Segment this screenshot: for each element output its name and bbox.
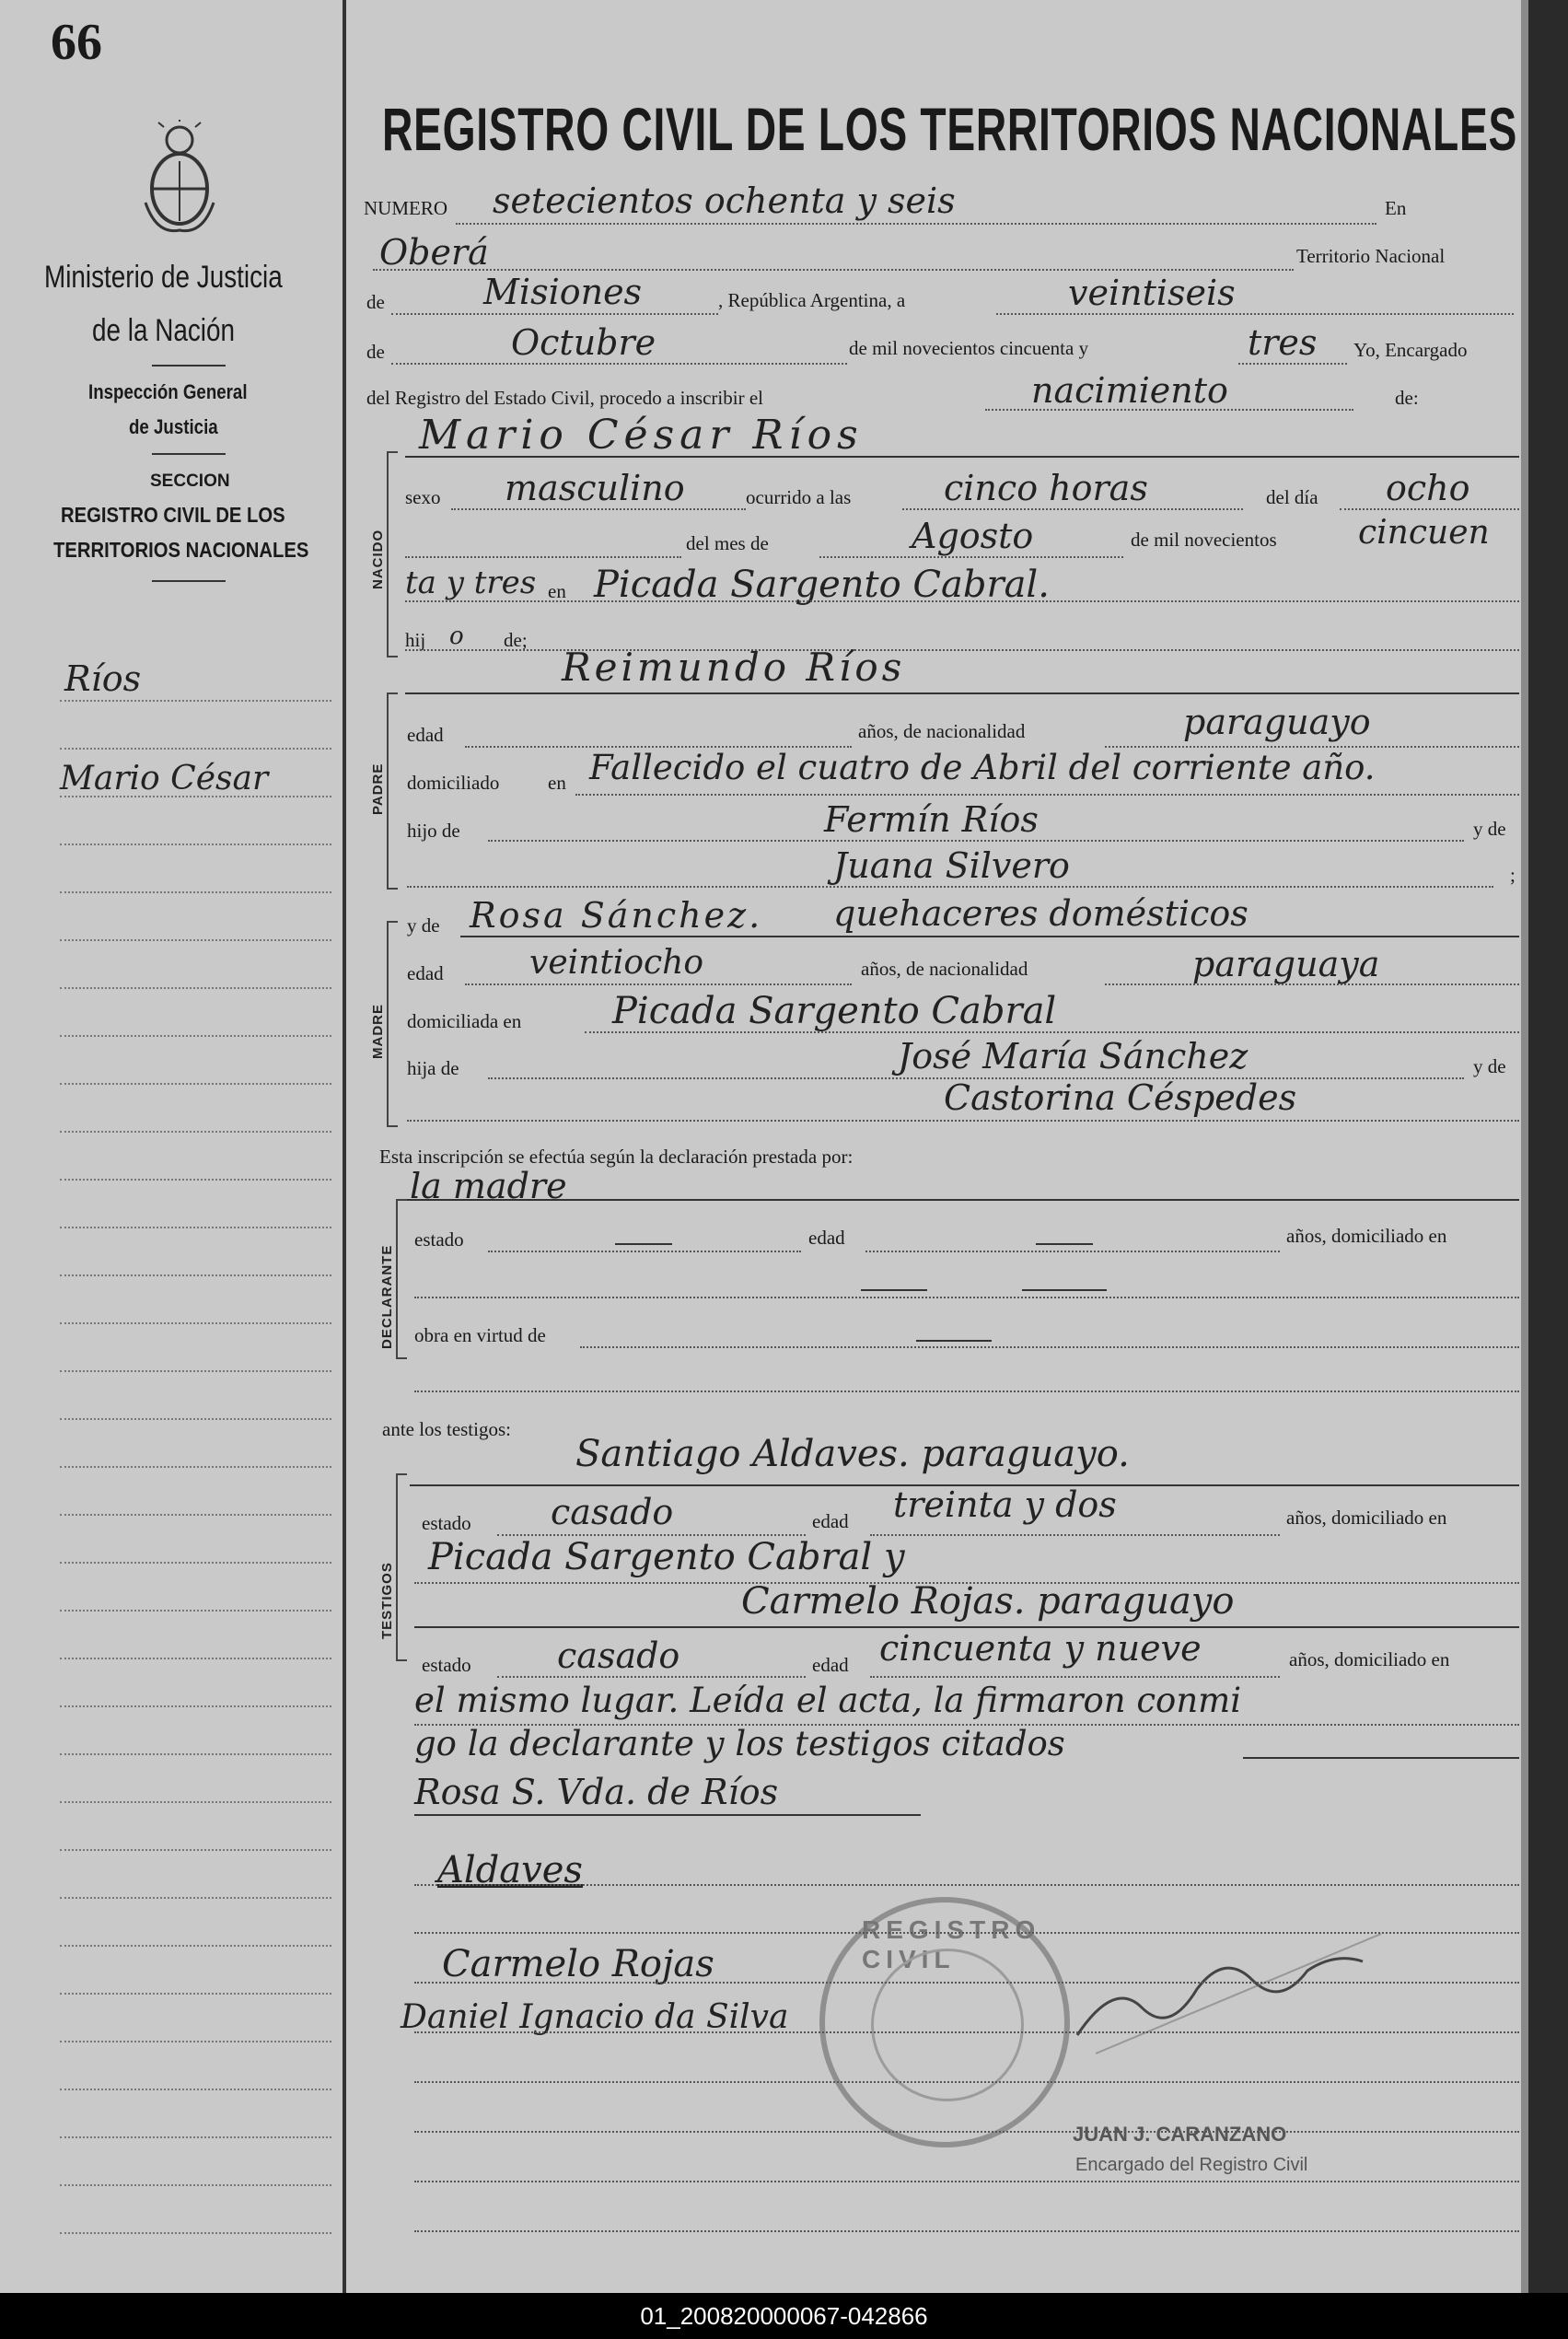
- father-name: Reimundo Ríos: [562, 645, 906, 690]
- father-anos-label: años, de nacionalidad: [858, 720, 1026, 742]
- signature-witness2: Carmelo Rojas: [442, 1943, 714, 1985]
- witness2-anos-label: años, domiciliado en: [1289, 1648, 1450, 1670]
- closing-line-2: go la declarante y los testigos citados: [414, 1724, 1065, 1763]
- section-line-1: SECCION: [150, 471, 230, 491]
- witness2-estado-label: estado: [422, 1654, 471, 1676]
- sidebar-rule: [60, 939, 331, 941]
- stamp-text: REGISTRO CIVIL: [862, 1915, 1041, 1973]
- sidebar-rule: [60, 1753, 331, 1755]
- declarante-label: DECLARANTE: [379, 1244, 395, 1349]
- mil-label: de mil novecientos cincuenta y: [849, 337, 1089, 359]
- sidebar-divider: [152, 365, 226, 367]
- ocurrido-label: ocurrido a las: [746, 486, 852, 508]
- witness2-estado: casado: [557, 1635, 680, 1676]
- hij-label: hij: [405, 629, 426, 651]
- declarant-anos-label: años, domiciliado en: [1286, 1225, 1447, 1247]
- sexo-label: sexo: [405, 486, 441, 508]
- en2-label: en: [548, 580, 566, 602]
- declarant-estado-label: estado: [414, 1228, 464, 1251]
- sidebar-rule: [60, 1897, 331, 1899]
- padre-label: PADRE: [370, 762, 386, 815]
- mother-edad-label: edad: [407, 962, 444, 984]
- numero-label: NUMERO: [364, 197, 448, 219]
- place-value: Oberá: [379, 232, 489, 273]
- sidebar-rule: [60, 1658, 331, 1659]
- mother-name: Rosa Sánchez.: [470, 895, 763, 936]
- mother-age: veintiocho: [529, 944, 704, 982]
- sidebar-rule: [60, 1035, 331, 1037]
- sidebar-rule: [60, 1562, 331, 1564]
- sidebar-given-names: Mario César: [60, 760, 269, 797]
- sidebar-rule: [60, 1993, 331, 1995]
- sidebar-rule: [60, 987, 331, 989]
- en-label: En: [1385, 197, 1407, 219]
- mother-parent1: José María Sánchez: [898, 1036, 1249, 1076]
- day-value: veintiseis: [1068, 273, 1236, 313]
- act-type-value: nacimiento: [1031, 370, 1228, 411]
- father-nationality: paraguayo: [1183, 702, 1371, 742]
- officer-name: JUAN J. CARANZANO: [1073, 2123, 1287, 2146]
- sidebar-rule: [60, 1466, 331, 1468]
- mother-nationality: paraguaya: [1192, 944, 1380, 984]
- sidebar-rule: [60, 796, 331, 797]
- sidebar-surname: Ríos: [64, 658, 142, 699]
- witness2-name: Carmelo Rojas. paraguayo: [741, 1580, 1235, 1623]
- birth-place-value: Picada Sargento Cabral.: [594, 564, 1050, 606]
- registry-stamp: [819, 1897, 1070, 2147]
- sidebar-rule: [60, 1274, 331, 1276]
- de-colon-label: de:: [1395, 387, 1419, 409]
- republica-label: , República Argentina, a: [718, 289, 906, 311]
- father-parent1: Fermín Ríos: [824, 799, 1039, 840]
- del-dia-label: del día: [1266, 486, 1318, 508]
- signature-witness1: Aldaves: [437, 1849, 583, 1891]
- territorio-label: Territorio Nacional: [1296, 245, 1446, 267]
- testigos-label: TESTIGOS: [379, 1562, 395, 1639]
- witness1-estado: casado: [551, 1492, 674, 1532]
- del-mes-label: del mes de: [686, 532, 769, 554]
- sidebar-rule: [60, 1514, 331, 1516]
- de2-label: de;: [504, 629, 528, 651]
- sidebar-rule: [60, 1945, 331, 1947]
- sidebar-rule: [60, 2232, 331, 2234]
- mother-parent2: Castorina Céspedes: [944, 1077, 1297, 1118]
- witness1-edad-label: edad: [812, 1510, 849, 1532]
- father-en-label: en: [548, 772, 566, 794]
- sidebar-rule: [60, 1322, 331, 1324]
- declarant-intro: Esta inscripción se efectúa según la declaración prestada por:: [379, 1146, 854, 1168]
- ministry-line-1: Ministerio de Justicia: [44, 260, 283, 295]
- hij-suffix: o: [449, 623, 464, 650]
- mil2-label: de mil novecientos: [1131, 529, 1277, 551]
- witness1-anos-label: años, domiciliado en: [1286, 1507, 1447, 1529]
- father-parent2: Juana Silvero: [833, 845, 1070, 886]
- image-caption: 01_200820000067-042866: [0, 2293, 1568, 2339]
- registro-label: del Registro del Estado Civil, procedo a inscribir el: [366, 387, 763, 409]
- territory-value: Misiones: [483, 272, 643, 312]
- inspection-line-1: Inspección General: [88, 380, 248, 403]
- ministry-line-2: de la Nación: [92, 313, 235, 348]
- signature-declarant: Rosa S. Vda. de Ríos: [414, 1772, 779, 1812]
- father-domicilio-label: domiciliado: [407, 772, 500, 794]
- sidebar-rule: [60, 2041, 331, 2042]
- de-label-2: de: [366, 341, 385, 363]
- sidebar-rule: [60, 1801, 331, 1803]
- mother-y-de-label: y de: [407, 914, 440, 937]
- witness1-name: Santiago Aldaves. paraguayo.: [575, 1433, 1130, 1475]
- mother-y-de-label: y de: [1473, 1055, 1506, 1077]
- sidebar-rule: [60, 1083, 331, 1085]
- father-domicile: Fallecido el cuatro de Abril del corriente año.: [589, 748, 1376, 787]
- section-line-2: REGISTRO CIVIL DE LOS: [61, 503, 285, 527]
- birth-month-value: Agosto: [912, 516, 1034, 556]
- sidebar-rule: [60, 1705, 331, 1707]
- column-divider: [343, 0, 346, 2293]
- declarant-obra-label: obra en virtud de: [414, 1324, 546, 1346]
- mother-domicile: Picada Sargento Cabral: [612, 990, 1057, 1032]
- yo-label: Yo, Encargado: [1353, 339, 1468, 361]
- mother-hija-label: hija de: [407, 1057, 459, 1079]
- sidebar-rule: [60, 1370, 331, 1372]
- birth-year-b: ta y tres: [405, 564, 537, 601]
- declarant-who: la madre: [410, 1166, 567, 1206]
- sidebar-rule: [60, 1849, 331, 1851]
- officer-title: Encargado del Registro Civil: [1075, 2155, 1308, 2175]
- sidebar-rule: [60, 748, 331, 750]
- sidebar-rule: [60, 700, 331, 702]
- section-line-3: TERRITORIOS NACIONALES: [53, 538, 309, 562]
- sidebar-rule: [60, 1227, 331, 1228]
- mother-occupation: quehaceres domésticos: [833, 893, 1249, 934]
- witnesses-intro: ante los testigos:: [382, 1418, 511, 1440]
- sidebar-rule: [60, 1418, 331, 1420]
- sex-value: masculino: [505, 468, 685, 508]
- madre-label: MADRE: [370, 1004, 386, 1059]
- coat-of-arms-icon: [138, 120, 221, 239]
- witness2-age: cincuenta y nueve: [879, 1628, 1202, 1669]
- sidebar-rule: [60, 1179, 331, 1181]
- month-value: Octubre: [511, 322, 656, 363]
- page-edge: [1528, 0, 1568, 2293]
- form-title: REGISTRO CIVIL DE LOS TERRITORIOS NACIONALES: [382, 95, 1517, 163]
- page-number: 66: [51, 14, 102, 71]
- father-y-de-label: y de: [1473, 818, 1506, 840]
- birth-day-value: ocho: [1386, 468, 1470, 508]
- witness2-edad-label: edad: [812, 1654, 849, 1676]
- father-edad-label: edad: [407, 724, 444, 746]
- officer-signature: [1059, 1897, 1409, 2063]
- sidebar-rule: [60, 2089, 331, 2090]
- signature-other: Daniel Ignacio da Silva: [401, 1998, 789, 2036]
- sidebar-rule: [60, 2184, 331, 2186]
- sidebar-rule: [60, 844, 331, 845]
- de-label: de: [366, 291, 385, 313]
- sidebar-rule: [60, 1610, 331, 1612]
- sidebar-rule: [60, 2136, 331, 2138]
- father-semicolon: ;: [1510, 864, 1516, 886]
- numero-value: setecientos ochenta y seis: [493, 180, 956, 221]
- birth-year-a: cincuen: [1358, 514, 1490, 552]
- sidebar-rule: [60, 1131, 331, 1133]
- hour-value: cinco horas: [944, 468, 1148, 508]
- sidebar-divider: [152, 580, 226, 582]
- sidebar-divider: [152, 453, 226, 455]
- sidebar-rule: [60, 891, 331, 893]
- declarant-edad-label: edad: [808, 1227, 845, 1249]
- mother-anos-label: años, de nacionalidad: [861, 958, 1028, 980]
- year-value: tres: [1248, 322, 1318, 363]
- witness1-age: treinta y dos: [893, 1484, 1117, 1525]
- nacido-label: NACIDO: [370, 529, 386, 589]
- registered-name: Mario César Ríos: [419, 412, 864, 459]
- witness1-estado-label: estado: [422, 1512, 471, 1534]
- witness1-domicile: Picada Sargento Cabral y: [428, 1536, 905, 1578]
- closing-line-1: el mismo lugar. Leída el acta, la firmaron conmi: [414, 1681, 1242, 1720]
- mother-domicilio-label: domiciliada en: [407, 1010, 522, 1032]
- father-hijo-label: hijo de: [407, 820, 460, 842]
- inspection-line-2: de Justicia: [129, 415, 218, 438]
